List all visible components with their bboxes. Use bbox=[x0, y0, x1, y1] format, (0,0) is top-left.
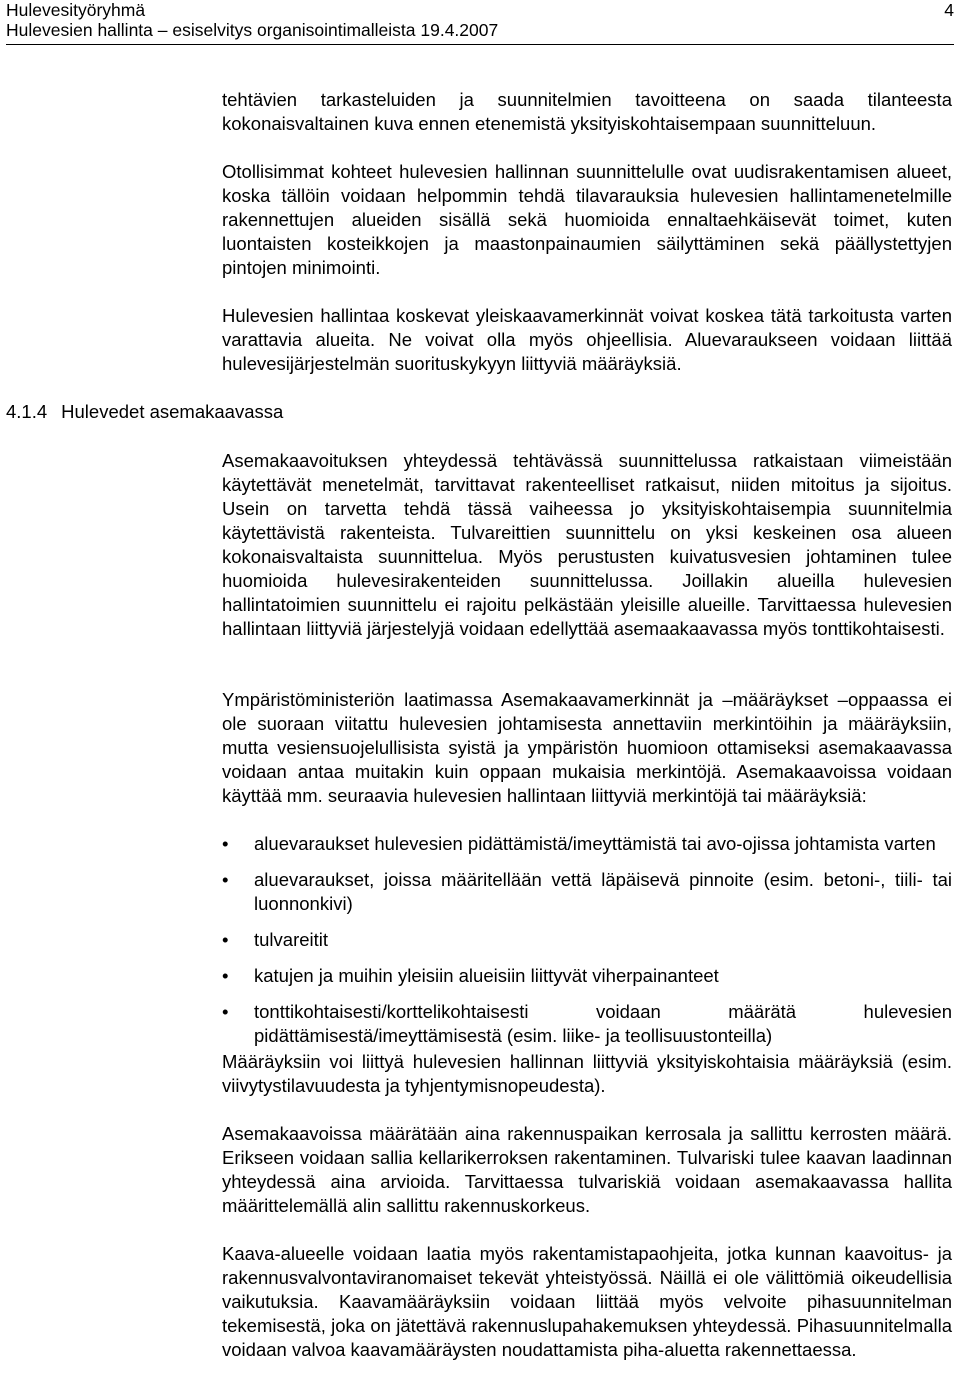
list-item: • tonttikohtaisesti/korttelikohtaisesti voidaan määrätä hulevesien pidättämisestä/imeyttämisestä (esim. liike- ja teollisuustonteilla) bbox=[222, 1000, 952, 1048]
paragraph-5 bbox=[222, 688, 952, 808]
paragraph-6 bbox=[222, 1050, 952, 1098]
list-item: • aluevaraukset hulevesien pidättämistä/imeyttämistä tai avo-ojissa johtamista varten bbox=[222, 832, 952, 856]
paragraph-7 bbox=[222, 1122, 952, 1218]
paragraph-text: Asemakaavoissa määrätään aina rakennuspaikan kerrosala ja sallittu kerrosten määrä. Erikseen voidaan sallia kellarikerroksen rakentaminen. Tulvariski tulee kaavan laadinnan yhteydessä aina arvioida. Tarvittaessa tulvariskiä voidaan asemakaavassa hallita määrittelemällä alin sallittu rakennuskorkeus. bbox=[222, 1123, 952, 1216]
page-header bbox=[6, 0, 954, 45]
bullet-list bbox=[222, 832, 952, 1060]
section-heading bbox=[6, 401, 283, 423]
paragraph-text: Kaava-alueelle voidaan laatia myös rakentamistapaohjeita, jotka kunnan kaavoitus- ja rakennusvalvontaviranomaiset tekevät yhteistyössä. Näillä ei ole välittömiä oikeudellisia vaikutuksia. Kaavamääräyksiin voidaan liittää myös velvoite pihasuunnitelman tekemisestä, joka on jätettävä rakennuslupahakemuksen yhteydessä. Pihasuunnitelmalla voidaan valvoa kaavamääräysten noudattamista piha-aluetta rakennettaessa. bbox=[222, 1243, 952, 1360]
paragraph-1 bbox=[222, 88, 952, 136]
list-item: • tulvareitit bbox=[222, 928, 952, 952]
page-number: 4 bbox=[944, 0, 954, 20]
section-title: Hulevedet asemakaavassa bbox=[61, 401, 284, 422]
paragraph-text: Hulevesien hallintaa koskevat yleiskaavamerkinnät voivat koskea tätä tarkoitusta varten varattavia alueita. Ne voivat olla myös ohjeellisia. Aluevaraukseen voidaan liittää hulevesijärjestelmän suorituskykyyn liittyviä määräyksiä. bbox=[222, 305, 952, 374]
paragraph-text: tehtävien tarkasteluiden ja suunnitelmien tavoitteena on saada tilanteesta kokonaisvaltainen kuva ennen etenemistä yksityiskohtaisempaan suunnitteluun. bbox=[222, 89, 952, 134]
paragraph-4 bbox=[222, 449, 952, 641]
list-item: • katujen ja muihin yleisiin alueisiin liittyvät viherpainanteet bbox=[222, 964, 952, 988]
paragraph-3 bbox=[222, 304, 952, 376]
header-org: Hulevesityöryhmä bbox=[6, 0, 146, 20]
paragraph-8 bbox=[222, 1242, 952, 1362]
list-item: • aluevaraukset, joissa määritellään vettä läpäisevä pinnoite (esim. betoni-, tiili- tai luonnonkivi) bbox=[222, 868, 952, 916]
paragraph-text: Määräyksiin voi liittyä hulevesien hallinnan liittyviä yksityiskohtaisia määräyksiä (esim. viivytystilavuudesta ja tyhjentymisnopeudesta). bbox=[222, 1051, 952, 1096]
section-number: 4.1.4 bbox=[6, 401, 48, 422]
paragraph-text: Ympäristöministeriön laatimassa Asemakaavamerkinnät ja –määräykset –oppaassa ei ole suoraan viitattu hulevesien johtamisesta annettaviin merkintöihin ja määräyksiin, mutta vesiensuojelullisista syistä ja ympäristön huomioon ottamiseksi asemakaavassa voidaan antaa muitakin kuin oppaan mukaisia merkintöjä. Asemakaavoissa voidaan käyttää mm. seuraavia hulevesien hallintaan liittyviä merkintöjä tai määräyksiä: bbox=[222, 689, 952, 806]
paragraph-text: Asemakaavoituksen yhteydessä tehtävässä suunnittelussa ratkaistaan viimeistään käytettävät menetelmät, tarvittavat rakenteelliset ratkaisut, niiden mitoitus ja sijoitus. Usein on tarvetta tehdä tässä vaiheessa jo yksityiskohtaisempia suunnitelmia käytettävistä rakenteista. Tulvareittien suunnittelu on yksi keskeinen osa alueen kokonaisvaltaista suunnittelua. Myös perustusten kuivatusvesien johtaminen tulee huomioida hulevesirakenteiden suunnittelussa. Joillakin alueilla hulevesien hallintatoimien suunnittelu ei rajoitu pelkästään yleisille alueille. Tarvittaessa hulevesien hallintaan liittyviä järjestelyjä voidaan edellyttää asemaakaavassa myös tonttikohtaisesti. bbox=[222, 450, 952, 639]
paragraph-text: Otollisimmat kohteet hulevesien hallinnan suunnittelulle ovat uudisrakentamisen alueet, koska tällöin voidaan helpommin tehdä tilavarauksia hulevesien hallintamenetelmille rakennettujen alueiden sisällä sekä huomioida ennaltaehkäisevät toimet, kuten luontaisten kosteikkojen ja maastonpainaumien säilyttäminen sekä päällystettyjen pintojen minimointi. bbox=[222, 161, 952, 278]
paragraph-2 bbox=[222, 160, 952, 280]
header-subtitle: Hulevesien hallinta – esiselvitys organisointimalleista 19.4.2007 bbox=[6, 20, 499, 40]
